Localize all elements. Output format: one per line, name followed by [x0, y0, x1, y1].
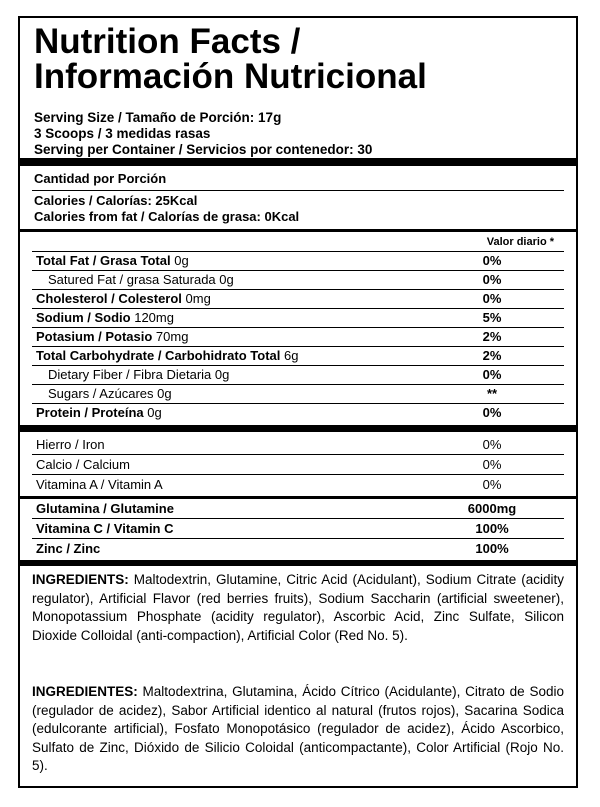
nutrient-row-total-fat: [32, 252, 564, 271]
extra-value: 100%: [475, 521, 509, 536]
nutrition-label: [18, 16, 578, 788]
extra-value: 100%: [475, 541, 509, 556]
nutrient-amount: 0g: [143, 405, 162, 420]
title-line-2: Información Nutricional: [34, 57, 427, 96]
serving-info: [34, 110, 372, 158]
serving-size: Serving Size / Tamaño de Porción: 17g: [34, 110, 282, 125]
extra-row-zinc: [32, 540, 564, 558]
nutrient-row-sugars: [32, 385, 564, 404]
title-line-1: Nutrition Facts /: [34, 22, 301, 61]
extra-label: Vitamina C / Vitamin C: [36, 521, 174, 536]
nutrient-label: Satured Fat / grasa Saturada 0g: [48, 272, 234, 287]
servings-per-container: Serving per Container / Servicios por contenedor: 30: [34, 142, 373, 157]
amount-heading: Cantidad por Porción: [34, 171, 167, 186]
nutrient-label: Sodium / Sodio: [36, 310, 131, 325]
nutrient-label: Cholesterol / Colesterol: [36, 291, 182, 306]
mineral-dv: 0%: [482, 457, 502, 472]
nutrient-row-saturated-fat: [32, 271, 564, 290]
extra-value: 6000mg: [467, 501, 517, 516]
mineral-label: Hierro / Iron: [36, 437, 105, 452]
page-title: [34, 24, 427, 94]
nutrient-amount: 120mg: [130, 310, 174, 325]
medium-divider: [20, 229, 576, 232]
nutrient-dv: 5%: [482, 310, 502, 325]
nutrient-row-carbohydrate: [32, 347, 564, 366]
nutrient-row-fiber: [32, 366, 564, 385]
mineral-dv: 0%: [482, 437, 502, 452]
nutrient-dv: 0%: [482, 291, 502, 306]
mineral-dv: 0%: [482, 477, 502, 492]
mineral-row-calcium: [32, 456, 564, 475]
extra-label: Zinc / Zinc: [36, 541, 101, 556]
mineral-label: Calcio / Calcium: [36, 457, 130, 472]
mineral-label: Vitamina A / Vitamin A: [36, 477, 163, 492]
extra-row-vitamin-c: [32, 520, 564, 539]
nutrient-label: Sugars / Azúcares 0g: [48, 386, 172, 401]
mineral-row-vitamin-a: [32, 476, 564, 494]
nutrient-label: Protein / Proteína: [36, 405, 144, 420]
divider: [32, 190, 564, 191]
thick-divider: [20, 560, 576, 566]
nutrient-label: Potasium / Potasio: [36, 329, 153, 344]
daily-value-header: Valor diario *: [486, 236, 554, 248]
nutrient-dv: **: [486, 386, 498, 401]
nutrient-row-sodium: [32, 309, 564, 328]
nutrient-dv: 2%: [482, 329, 502, 344]
ingredients-text: Maltodextrina, Glutamina, Ácido Cítrico (Acidulante), Citrato de Sodio (regulador de acidez), Sabor Artificial identico al natural (frutos rojos), Sacarina Sodica (edulcorante artificial), Fosfato Monopotásico (regulador de acidez), Ácido Ascorbico, Sulfato de Zinc, Dióxido de Silicio Coloidal (anticompactante), Color Artificial (Rojo No. 5).: [32, 684, 564, 773]
nutrient-label: Dietary Fiber / Fibra Dietaria 0g: [48, 367, 230, 382]
nutrient-dv: 0%: [482, 367, 502, 382]
thick-divider: [20, 158, 576, 166]
ingredients-heading: INGREDIENTS:: [32, 572, 129, 587]
nutrient-row-cholesterol: [32, 290, 564, 309]
nutrient-label: Total Fat / Grasa Total: [36, 253, 171, 268]
mineral-row-iron: [32, 436, 564, 455]
nutrient-amount: 0g: [170, 253, 189, 268]
ingredients-spanish: [32, 683, 564, 776]
nutrient-row-potassium: [32, 328, 564, 347]
ingredients-english: [32, 571, 564, 645]
nutrient-label: Total Carbohydrate / Carbohidrato Total: [36, 348, 281, 363]
nutrient-dv: 0%: [482, 405, 502, 420]
nutrient-amount: 70mg: [152, 329, 189, 344]
serving-scoops: 3 Scoops / 3 medidas rasas: [34, 126, 211, 141]
extra-label: Glutamina / Glutamine: [36, 501, 174, 516]
nutrient-dv: 0%: [482, 253, 502, 268]
nutrient-amount: 6g: [280, 348, 299, 363]
extra-row-glutamine: [32, 500, 564, 519]
thick-divider: [20, 425, 576, 432]
nutrient-dv: 2%: [482, 348, 502, 363]
nutrient-amount: 0mg: [181, 291, 211, 306]
calories-from-fat: Calories from fat / Calorías de grasa: 0Kcal: [34, 209, 300, 224]
medium-divider: [20, 496, 576, 499]
ingredients-text: Maltodextrin, Glutamine, Citric Acid (Acidulant), Sodium Citrate (acidity regulator), Artificial Flavor (red berries fruits), Sodium Saccharin (artificial sweetener), Monopotassium Phosphate (acidity regulator), Ascorbic Acid, Zinc Sulfate, Silicon Dioxide Colloidal (anti-compaction), Artificial Color (Red No. 5).: [32, 572, 564, 643]
calories: Calories / Calorías: 25Kcal: [34, 193, 198, 208]
nutrient-row-protein: [32, 404, 564, 422]
nutrient-dv: 0%: [482, 272, 502, 287]
ingredients-heading: INGREDIENTES:: [32, 684, 138, 699]
